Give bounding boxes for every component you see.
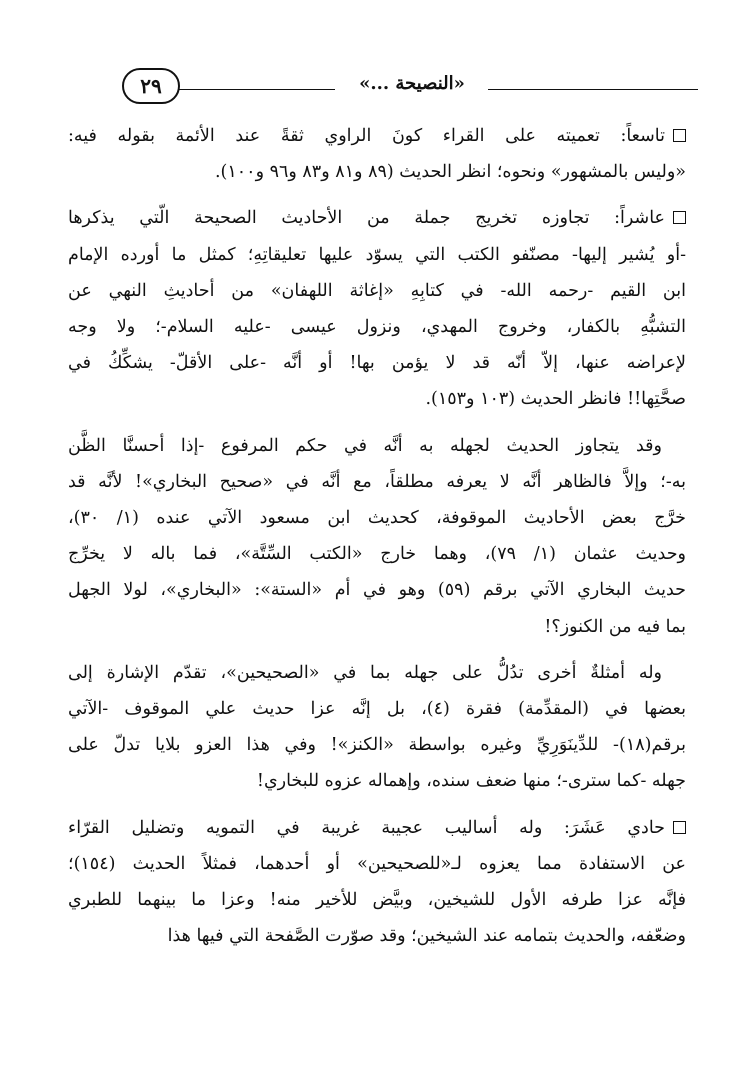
page-body <box>68 118 686 964</box>
line-text: برقم(١٨)- للدِّينَوَرِيِّ وغيره بواسطة «الكنز»! وفي هذا العزو بلايا تدلّ على <box>68 735 686 756</box>
text-line <box>68 200 686 236</box>
line-text: صحَّتِها!! فانظر الحديث (١٠٣ و١٥٣). <box>425 389 686 410</box>
text-line <box>68 381 686 417</box>
line-text: -أو يُشير إليها- مصنّفو الكتب التي يسوّد عليها تعليقاتِهِ؛ كمثل ما أورده الإمام <box>68 244 686 265</box>
text-line <box>68 345 686 381</box>
text-line <box>68 810 686 846</box>
text-line <box>68 237 686 273</box>
line-text: بما فيه من الكنوز؟! <box>544 616 686 637</box>
header-rule-right <box>488 89 698 90</box>
text-line <box>68 609 686 645</box>
text-line <box>68 500 686 536</box>
page-header <box>88 62 700 110</box>
text-line <box>68 918 686 954</box>
line-text: وقد يتجاوز الحديث لجهله به أنَّه في حكم المرفوع -إذا أحسنَّا الظَّن <box>68 435 662 456</box>
text-line <box>68 655 686 691</box>
paragraph <box>68 118 686 190</box>
line-text: به-؛ وإلاَّ فالظاهر أنَّه لا يعرفه مطلقاً، مع أنَّه في «صحيح البخاري»! لأنَّه قد <box>68 471 686 492</box>
text-line <box>68 691 686 727</box>
paragraph <box>68 428 686 645</box>
line-text: جهله -كما سترى-؛ منها ضعف سنده، وإهماله عزوه للبخاري! <box>256 771 686 792</box>
text-line <box>68 154 686 190</box>
line-text: حديث البخاري الآتي برقم (٥٩) وهو في أم «الستة»: «البخاري»، لولا الجهل <box>68 580 686 601</box>
line-text: عاشراً: تجاوزه تخريج جملة من الأحاديث الصحيحة الّتي يذكرها <box>68 208 665 229</box>
text-line <box>68 273 686 309</box>
running-title: «النصيحة ...» <box>359 73 465 94</box>
text-line <box>68 846 686 882</box>
text-line <box>68 464 686 500</box>
checkbox-marker-icon <box>673 211 686 224</box>
text-line <box>68 118 686 154</box>
line-text: خرَّج بعض الأحاديث الموقوفة، كحديث ابن مسعود الآتي عنده (١/ ٣٠)، <box>68 508 687 529</box>
line-text: وحديث عثمان (١/ ٧٩)، وهما خارج «الكتب السِّتَّة»، فما باله لا يخرِّج <box>68 544 686 565</box>
checkbox-marker-icon <box>673 821 686 834</box>
text-line <box>68 882 686 918</box>
line-text: وضعّفه، والحديث بتمامه عند الشيخين؛ وقد صوّرت الصَّفحة التي فيها هذا <box>167 926 686 947</box>
text-line <box>68 536 686 572</box>
header-rule-left <box>170 89 335 90</box>
line-text: عن الاستفادة مما يعزوه لـ«للصحيحين» أو أحدهما، فمثلاً الحديث (١٥٤)؛ <box>68 853 686 874</box>
line-text: وله أمثلةٌ أخرى تدُلُّ على جهله بما في «الصحيحين»، تقدّم الإشارة إلى <box>68 662 662 683</box>
line-text: لإعراضه عنها، إلاّ أنّه قد لا يؤمن بها! أو أنَّه -على الأقلّ- يشكِّكُ في <box>68 353 686 374</box>
text-line <box>68 572 686 608</box>
line-text: بعضها في (المقدِّمة) فقرة (٤)، بل إنَّه عزا حديث علي الموقوف -الآتي <box>68 699 686 720</box>
line-text: التشبُّهِ بالكفار، وخروج المهدي، ونزول عيسى -عليه السلام-؛ ولا وجه <box>68 317 686 338</box>
text-line <box>68 428 686 464</box>
page-number: ٢٩ <box>122 68 180 104</box>
line-text: حادي عَشَرَ: وله أساليب عجيبة غريبة في التمويه وتضليل القرّاء <box>68 817 665 838</box>
paragraph <box>68 200 686 417</box>
line-text: «وليس بالمشهور» ونحوه؛ انظر الحديث (٨٩ و٨١ و٨٣ و٩٦ و١٠٠). <box>214 162 686 183</box>
text-line <box>68 727 686 763</box>
paragraph <box>68 655 686 800</box>
line-text: ابن القيم -رحمه الله- في كتابِهِ «إغاثة اللهفان» من أحاديثِ النهي عن <box>68 280 686 301</box>
line-text: فإنَّه عزا طرفه الأول للشيخين، وبيَّض للأخير منه! وعزا ما بينهما للطبري <box>68 890 686 911</box>
text-line <box>68 309 686 345</box>
checkbox-marker-icon <box>673 129 686 142</box>
text-line <box>68 763 686 799</box>
line-text: تاسعاً: تعميته على القراء كونَ الراوي ثقةً عند الأئمة بقوله فيه: <box>68 126 665 146</box>
paragraph <box>68 810 686 955</box>
